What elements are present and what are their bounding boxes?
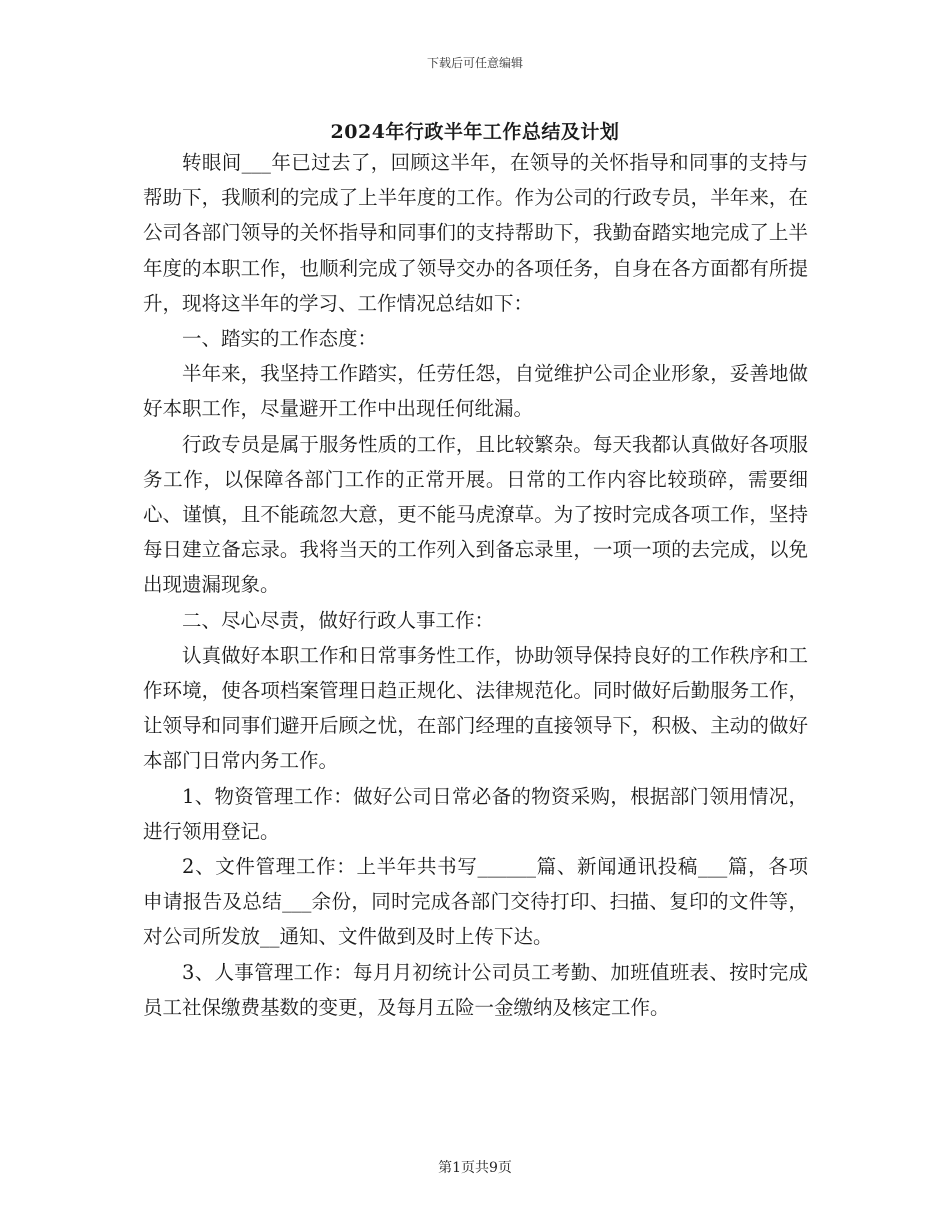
paragraph: 半年来，我坚持工作踏实，任劳任怨，自觉维护公司企业形象，妥善地做好本职工作，尽量避开工作中出现任何纰漏。 <box>143 362 808 421</box>
document-title: 2024年行政半年工作总结及计划 <box>330 121 620 143</box>
page-indicator: 第1页共9页 <box>438 1160 512 1176</box>
paragraph: 行政专员是属于服务性质的工作，且比较繁杂。每天我都认真做好各项服务工作，以保障各部门工作的正常开展。日常的工作内容比较琐碎，需要细心、谨慎，且不能疏忽大意，更不能马虎潦草。为了按时完成各项工作，坚持每日建立备忘录。我将当天的工作列入到备忘录里，一项一项的去完成，以免出现遗漏现象。 <box>143 432 808 597</box>
list-item-personnel: 3、人事管理工作：每月月初统计公司员工考勤、加班值班表、按时完成员工社保缴费基数的变更，及每月五险一金缴纳及核定工作。 <box>143 960 808 1019</box>
document-body <box>143 145 808 1025</box>
list-item-documents: 2、文件管理工作：上半年共书写______篇、新闻通讯投稿___篇，各项申请报告及总结___余份，同时完成各部门交待打印、扫描、复印的文件等，对公司所发放__通知、文件做到及时上传下达。 <box>143 855 808 949</box>
paragraph-intro: 转眼间___年已过去了，回顾这半年，在领导的关怀指导和同事的支持与帮助下，我顺利的完成了上半年度的工作。作为公司的行政专员，半年来，在公司各部门领导的关怀指导和同事们的支持帮助下，我勤奋踏实地完成了上半年度的本职工作，也顺利完成了领导交办的各项任务，自身在各方面都有所提升，现将这半年的学习、工作情况总结如下： <box>143 151 808 315</box>
section-heading-1: 一、踏实的工作态度： <box>182 327 378 351</box>
section-heading-2: 二、尽心尽责，做好行政人事工作： <box>182 608 495 632</box>
header-note: 下载后可任意编辑 <box>426 56 523 70</box>
list-item-materials: 1、物资管理工作：做好公司日常必备的物资采购，根据部门领用情况，进行领用登记。 <box>143 784 808 843</box>
paragraph: 认真做好本职工作和日常事务性工作，协助领导保持良好的工作秩序和工作环境，使各项档案管理日趋正规化、法律规范化。同时做好后勤服务工作，让领导和同事们避开后顾之忧，在部门经理的直接领导下，积极、主动的做好本部门日常内务工作。 <box>143 643 808 773</box>
